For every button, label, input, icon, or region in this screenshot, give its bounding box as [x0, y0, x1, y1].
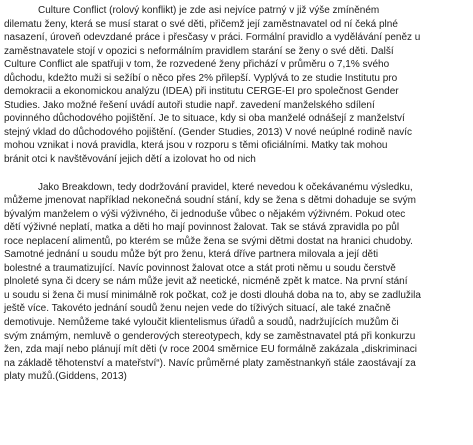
- text-line: můžeme jmenovat například nekonečná soudní stání, kdy se žena s dětmi dohaduje se svým: [4, 195, 416, 207]
- text-line: bolestné a traumatizující. Navíc povinnost žalovat otce a stát proti němu u soudu čerstvě: [4, 262, 396, 274]
- text-line: na základě těhotenství a mateřství“). Navíc průměrné platy zaměstnankyň stále zaostávají za: [4, 357, 416, 369]
- paragraph-breakdown: [4, 181, 472, 384]
- text-line: svým známým, nemluvě o genderových stereotypech, kdy se zaměstnavatel ptá při konkurzu: [4, 330, 416, 342]
- text-line: důchodu, kdežto muži si sežíbí o něco přes 2% přilepší. Vyplývá to ze studie Institutu pro: [4, 72, 398, 84]
- text-line: Jako Breakdown, tedy dodržování pravidel, které nevedou k očekávanému výsledku,: [38, 181, 413, 193]
- text-line: Samotné jednání u soudu může být pro ženu, která dříve partnera milovala a její děti: [4, 249, 379, 261]
- text-line: bránit otci k navštěvování jejich dětí a izolovat ho od nich: [4, 154, 256, 166]
- text-line: bývalým manželem o výši výživného, či jednoduše vůbec o nějakém výživném. Pokud otec: [4, 208, 406, 220]
- text-line: stejný vklad do důchodového pojištění. (Gender Studies, 2013) V nové neúplné rodině navíc: [4, 126, 413, 138]
- document-page: [4, 4, 472, 442]
- text-line: Culture Conflict ale spatřuji v tom, že rozvedené ženy přichází v průměru o 7,1% svého: [4, 59, 390, 71]
- text-line: u soudu si žena či musí minimálně rok počkat, což je dosti dlouhá doba na to, aby se zadlužila: [4, 289, 421, 301]
- text-line: dilematu ženy, která se musí starat o své děti, přičemž její zaměstnavatel od ní čeká plné: [4, 18, 398, 30]
- text-line: dětí výživné neplatí, matka a děti ho mají povinnost žalovat. Tak se stává zpravidla po půl: [4, 222, 400, 234]
- paragraph-culture-conflict: [4, 4, 472, 167]
- text-line: plnoleté syna či dcery se nám může jevit až neetické, nicméně zpět k matce. Na první stání: [4, 276, 408, 288]
- text-line: zaměstnavatele stojí v opozici s neformálním pravidlem starání se ženy o své děti. Další: [4, 45, 394, 57]
- text-line: ještě více. Takovéto jednání soudů ženu nejen vede do tíživých situací, ale také značně: [4, 303, 391, 315]
- text-line: platy mužů.(Giddens, 2013): [4, 371, 127, 383]
- text-line: demokracii a ekonomickou analýzu (IDEA) při institutu CERGE-EI pro společnost Gender: [4, 86, 399, 98]
- text-line: demotivuje. Nemůžeme také vyloučit klientelismus úřadů a soudů, nadržujících mužům či: [4, 317, 399, 329]
- text-line: roce neplacení alimentů, po kterém se může žena se svými dětmi dostat na hranici chudoby.: [4, 235, 413, 247]
- text-line: nasazení, úroveň odevzdané práce i přesčasy v práci. Formální pravidlo a vydělávání peněz u: [4, 32, 421, 44]
- text-line: žen, zda mají nebo plánují mít děti (v roce 2004 směrnice EU formálně zakázala „diskriminaci: [4, 344, 417, 356]
- text-line: Culture Conflict (rolový konflikt) je zde asi nejvíce patrný v již výše zmíněném: [38, 5, 380, 16]
- paragraph-spacer: [4, 167, 472, 181]
- text-line: povinného důchodového pojištění. Je to situace, kdy si oba manželé odnášejí z manželství: [4, 113, 405, 125]
- text-line: mohou vznikat i nová pravidla, která jsou v rozporu s těmi oficiálními. Matky tak mohou: [4, 140, 388, 152]
- text-line: Studies. Jako možné řešení uvádí autoři studie např. zavedení manželského sdílení: [4, 99, 375, 111]
